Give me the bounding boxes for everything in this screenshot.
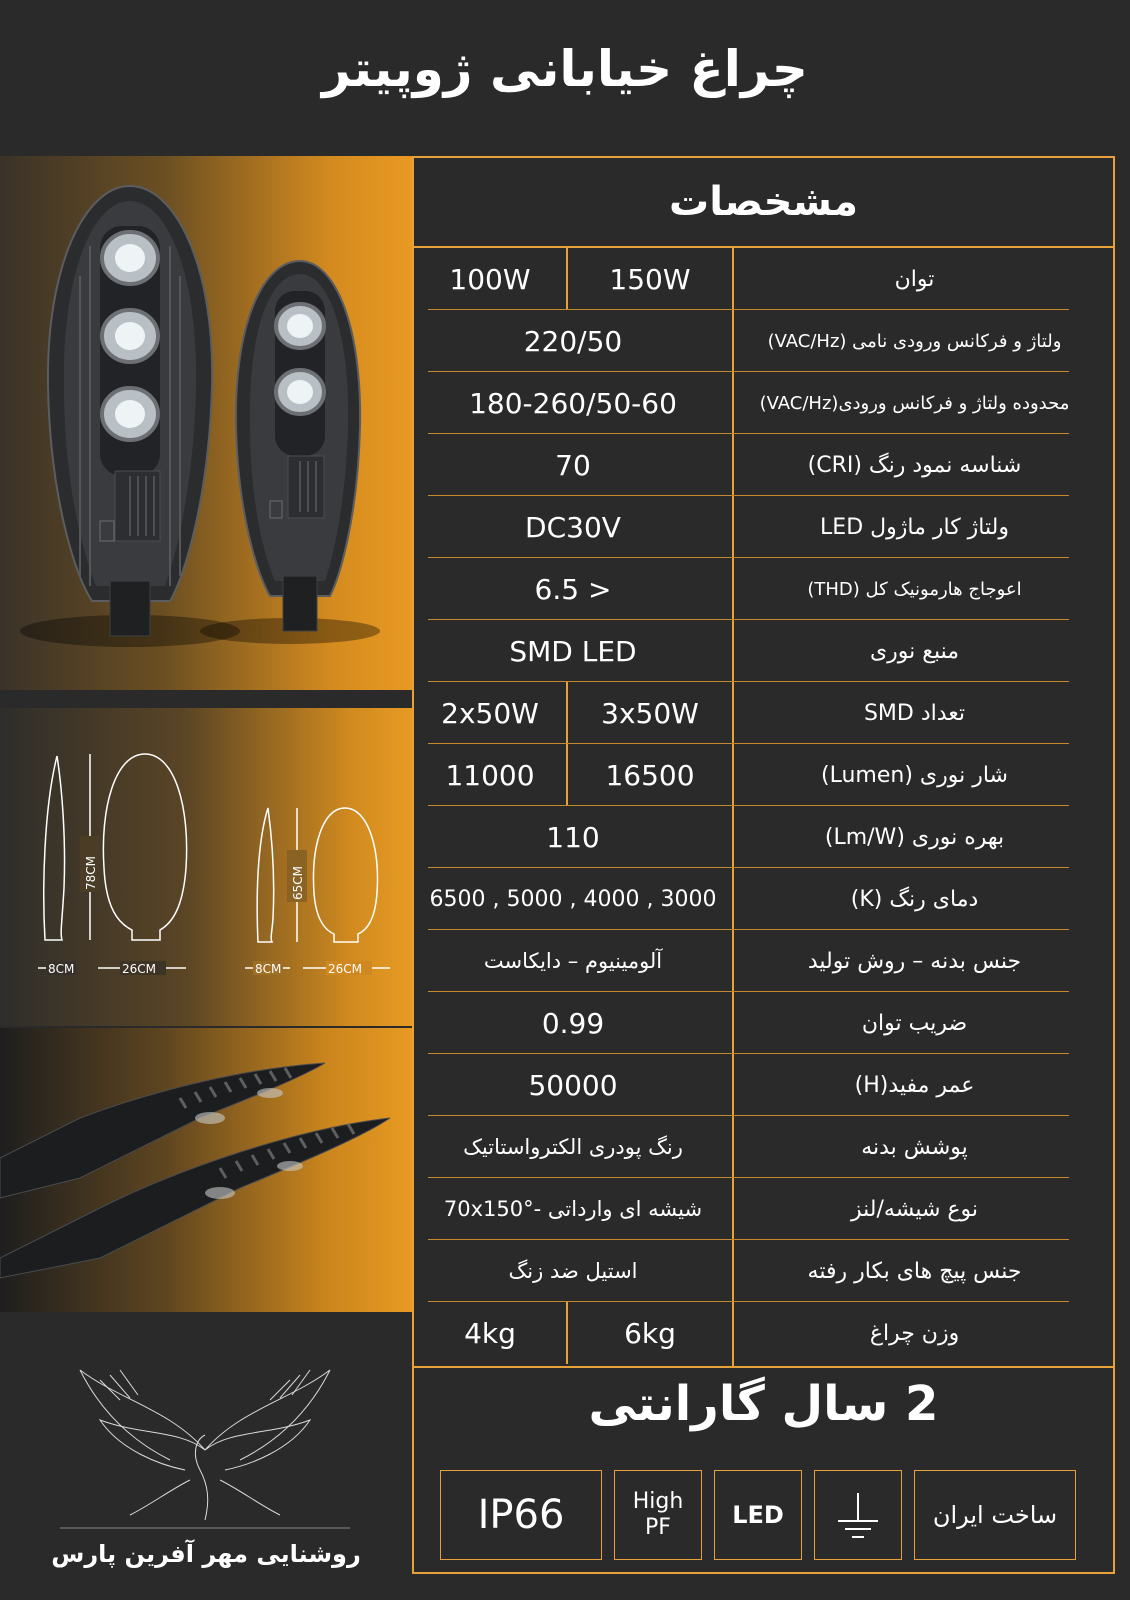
spec-value: 110 — [546, 820, 600, 854]
spec-row-led-voltage — [414, 496, 1113, 558]
spec-value: رنگ پودری الکترواستاتیک — [463, 1135, 683, 1159]
pf-line2: PF — [645, 1515, 671, 1540]
spec-value-small: 4kg — [464, 1316, 516, 1350]
spec-label: بهره نوری (Lm/W) — [824, 824, 1005, 850]
spec-label: توان — [894, 266, 935, 292]
ip-rating-label: IP66 — [477, 1492, 565, 1538]
spec-row-weight — [414, 1302, 1113, 1364]
led-label: LED — [732, 1501, 784, 1529]
ground-icon — [828, 1485, 888, 1545]
small-depth-label: 8CM — [255, 962, 282, 976]
spec-label: تعداد SMD — [863, 700, 966, 726]
spec-row-screws — [414, 1240, 1113, 1302]
spec-row-light-source — [414, 620, 1113, 682]
made-in-iran-badge — [914, 1470, 1076, 1560]
spec-value: 70 — [555, 448, 591, 482]
brand-name: روشنایی مهر آفرین پارس — [51, 1540, 361, 1568]
spec-value-small: 100W — [449, 262, 531, 296]
ip-rating-badge — [440, 1470, 602, 1560]
spec-label: اعوجاج هارمونیک کل (THD) — [807, 578, 1022, 600]
spec-label: جنس بدنه – روش تولید — [807, 948, 1022, 974]
spec-value: 180-260/50-60 — [469, 386, 677, 420]
spec-row-voltage-range — [414, 372, 1113, 434]
warranty-title: 2 سال گارانتی — [588, 1376, 939, 1432]
small-width-label: 26CM — [328, 962, 363, 976]
spec-label: منبع نوری — [869, 638, 960, 664]
spec-value: شیشه ای وارداتی -°70x150 — [443, 1197, 703, 1221]
spec-label: وزن چراغ — [869, 1320, 960, 1346]
cell-divider — [566, 248, 568, 310]
pf-line1: High — [632, 1489, 684, 1514]
spec-label: نوع شیشه/لنز — [851, 1196, 978, 1222]
spec-label: شناسه نمود رنگ (CRI) — [807, 452, 1022, 478]
spec-row-lens — [414, 1178, 1113, 1240]
street-lamps-illustration — [0, 156, 412, 690]
spec-table — [412, 156, 1115, 1574]
cell-divider — [566, 744, 568, 806]
spec-value: آلومینیوم – دایکاست — [483, 949, 663, 973]
spec-row-efficacy — [414, 806, 1113, 868]
spec-value-large: 16500 — [605, 758, 695, 792]
spec-label: ضریب توان — [861, 1010, 968, 1036]
cell-divider — [566, 1302, 568, 1364]
spec-row-nominal-voltage — [414, 310, 1113, 372]
spec-value-large: 3x50W — [601, 696, 699, 730]
spec-value: 0.99 — [541, 1006, 605, 1040]
led-badge — [714, 1470, 802, 1560]
power-factor-badge — [614, 1470, 702, 1560]
spec-row-color-temperature — [414, 868, 1113, 930]
product-photo-panel — [0, 156, 412, 690]
lamp-side-view-illustration — [0, 1028, 412, 1312]
large-depth-label: 8CM — [48, 962, 75, 976]
spec-value: SMD LED — [509, 634, 637, 668]
spec-label: عمر مفید(H) — [854, 1072, 975, 1098]
spec-label: شار نوری (Lumen) — [821, 762, 1008, 788]
spec-row-power — [414, 248, 1113, 310]
grounding-badge — [814, 1470, 902, 1560]
spec-row-smd-count — [414, 682, 1113, 744]
small-height-label: 65CM — [291, 865, 305, 900]
spec-value: 6.5 > — [534, 572, 612, 606]
spec-row-body-material — [414, 930, 1113, 992]
spec-value-large: 150W — [609, 262, 691, 296]
spec-value: استیل ضد زنگ — [508, 1259, 638, 1283]
spec-row-power-factor — [414, 992, 1113, 1054]
page-title: چراغ خیابانی ژوپیتر — [322, 40, 808, 98]
phoenix-logo-icon — [60, 1340, 350, 1530]
spec-label: ولتاژ کار ماژول LED — [820, 514, 1009, 540]
spec-row-lifetime — [414, 1054, 1113, 1116]
spec-row-cri — [414, 434, 1113, 496]
spec-label: محدوده ولتاژ و فرکانس ورودی(VAC/Hz) — [759, 392, 1070, 414]
spec-value: 6500 , 5000 , 4000 , 3000 — [429, 886, 717, 912]
warranty-separator — [414, 1366, 1113, 1368]
dimension-drawing — [0, 708, 412, 1026]
spec-row-coating — [414, 1116, 1113, 1178]
spec-label: ولتاژ و فرکانس ورودی نامی (VAC/Hz) — [767, 330, 1062, 352]
spec-label: دمای رنگ (K) — [850, 886, 979, 912]
large-height-label: 78CM — [84, 855, 98, 890]
spec-value: 50000 — [528, 1068, 618, 1102]
spec-value-small: 11000 — [445, 758, 535, 792]
spec-value: 220/50 — [523, 324, 623, 358]
spec-value: DC30V — [525, 510, 621, 544]
spec-label: پوشش بدنه — [861, 1134, 968, 1160]
spec-value-large: 6kg — [624, 1316, 676, 1350]
dimensions-panel — [0, 708, 412, 1026]
cell-divider — [566, 682, 568, 744]
side-view-photo-panel — [0, 1028, 412, 1312]
large-width-label: 26CM — [122, 962, 157, 976]
spec-row-luminous-flux — [414, 744, 1113, 806]
spec-value-small: 2x50W — [441, 696, 539, 730]
made-in-label: ساخت ایران — [932, 1501, 1058, 1529]
spec-row-thd — [414, 558, 1113, 620]
spec-label: جنس پیچ های بکار رفته — [807, 1258, 1022, 1284]
spec-header: مشخصات — [414, 158, 1113, 248]
